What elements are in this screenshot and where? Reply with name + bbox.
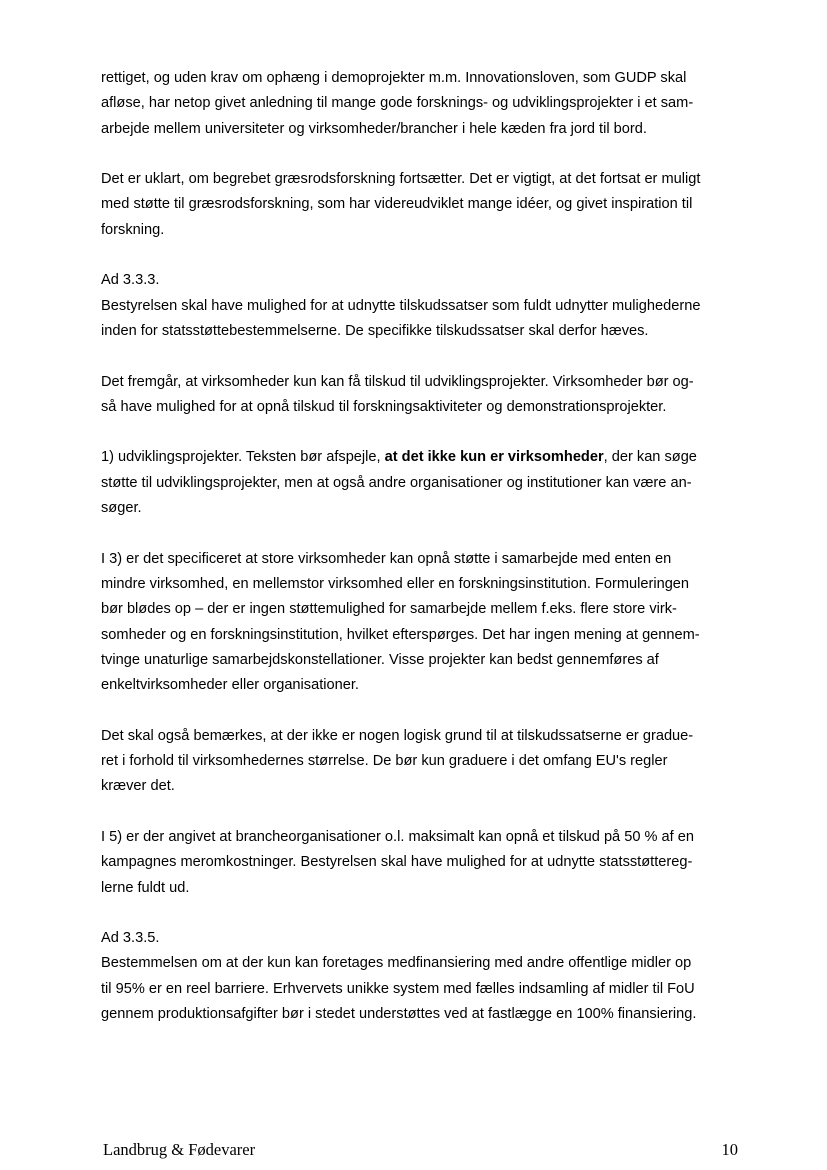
text-line: bør blødes op – der er ingen støttemulighed for samarbejde mellem f.eks. flere store virk- <box>101 601 677 618</box>
paragraph-item-3 <box>101 547 735 699</box>
text-line: ret i forhold til virksomhedernes størrelse. De bør kun graduere i det omfang EU's regler <box>101 753 668 770</box>
paragraph-innovation-law <box>101 66 735 142</box>
text-line: gennem produktionsafgifter bør i stedet understøttes ved at fastlægge en 100% finansiering. <box>101 1005 697 1022</box>
section-heading: Ad 3.3.5. <box>101 930 160 947</box>
paragraph-item-1 <box>101 445 735 521</box>
text-line: somheder og en forskningsinstitution, hvilket efterspørges. Det har ingen mening at gennem- <box>101 626 700 643</box>
paragraph-section-3-3-3 <box>101 268 735 344</box>
text-line: arbejde mellem universiteter og virksomheder/brancher i hele kæden fra jord til bord. <box>101 120 647 137</box>
text-line: søger. <box>101 500 142 517</box>
text-line: støtte til udviklingsprojekter, men at også andre organisationer og institutioner kan være an- <box>101 474 692 491</box>
footer-organization: Landbrug & Fødevarer <box>103 1140 256 1159</box>
text-line: I 3) er det specificeret at store virksomheder kan opnå støtte i samarbejde med enten en <box>101 550 672 567</box>
bold-emphasis: at det ikke kun er virksomheder <box>384 449 604 466</box>
text-line: enkeltvirksomheder eller organisationer. <box>101 677 359 694</box>
paragraph-development-projects <box>101 370 735 421</box>
paragraph-item-5 <box>101 825 735 901</box>
text-line: afløse, har netop givet anledning til mange gode forsknings- og udviklingsprojekter i et sam- <box>101 95 694 112</box>
page-number: 10 <box>721 1140 738 1159</box>
text-line: så have mulighed for at opnå tilskud til forskningsaktiviteter og demonstrationsprojekter. <box>101 398 667 415</box>
paragraph-grading <box>101 724 735 800</box>
text-line: Det er uklart, om begrebet græsrodsforskning fortsætter. Det er vigtigt, at det fortsat er muligt <box>101 171 701 188</box>
text-line: forskning. <box>101 221 165 238</box>
text-line: kampagnes meromkostninger. Bestyrelsen skal have mulighed for at udnytte statsstøttereg- <box>101 854 693 871</box>
paragraph-grassroots-research <box>101 167 735 243</box>
text-line <box>101 445 735 470</box>
text-line: kræver det. <box>101 778 175 795</box>
paragraph-section-3-3-5 <box>101 926 735 1027</box>
text-line: lerne fuldt ud. <box>101 879 190 896</box>
text-line: Det fremgår, at virksomheder kun kan få tilskud til udviklingsprojekter. Virksomheder bør og- <box>101 373 694 390</box>
text-line: tvinge unaturlige samarbejdskonstellationer. Visse projekter kan bedst gennemføres af <box>101 651 659 668</box>
text-line: Bestemmelsen om at der kun kan foretages medfinansiering med andre offentlige midler op <box>101 955 692 972</box>
text-line: med støtte til græsrodsforskning, som har videreudviklet mange idéer, og givet inspiration til <box>101 196 693 213</box>
section-heading: Ad 3.3.3. <box>101 272 160 289</box>
text-line: inden for statsstøttebestemmelserne. De specifikke tilskudssatser skal derfor hæves. <box>101 322 649 339</box>
text-line: Bestyrelsen skal have mulighed for at udnytte tilskudssatser som fuldt udnytter mulighederne <box>101 297 701 314</box>
text-run: , der kan søge <box>603 449 697 466</box>
text-line: Det skal også bemærkes, at der ikke er nogen logisk grund til at tilskudssatserne er gradue- <box>101 727 694 744</box>
text-line: I 5) er der angivet at brancheorganisationer o.l. maksimalt kan opnå et tilskud på 50 % af en <box>101 828 695 845</box>
text-line: rettiget, og uden krav om ophæng i demoprojekter m.m. Innovationsloven, som GUDP skal <box>101 70 687 86</box>
text-run: 1) udviklingsprojekter. Teksten bør afspejle, <box>101 449 385 466</box>
text-line: mindre virksomhed, en mellemstor virksomhed eller en forskningsinstitution. Formuleringen <box>101 575 690 592</box>
text-line: til 95% er en reel barriere. Erhvervets unikke system med fælles indsamling af midler til FoU <box>101 980 695 997</box>
document-body <box>101 66 735 1053</box>
